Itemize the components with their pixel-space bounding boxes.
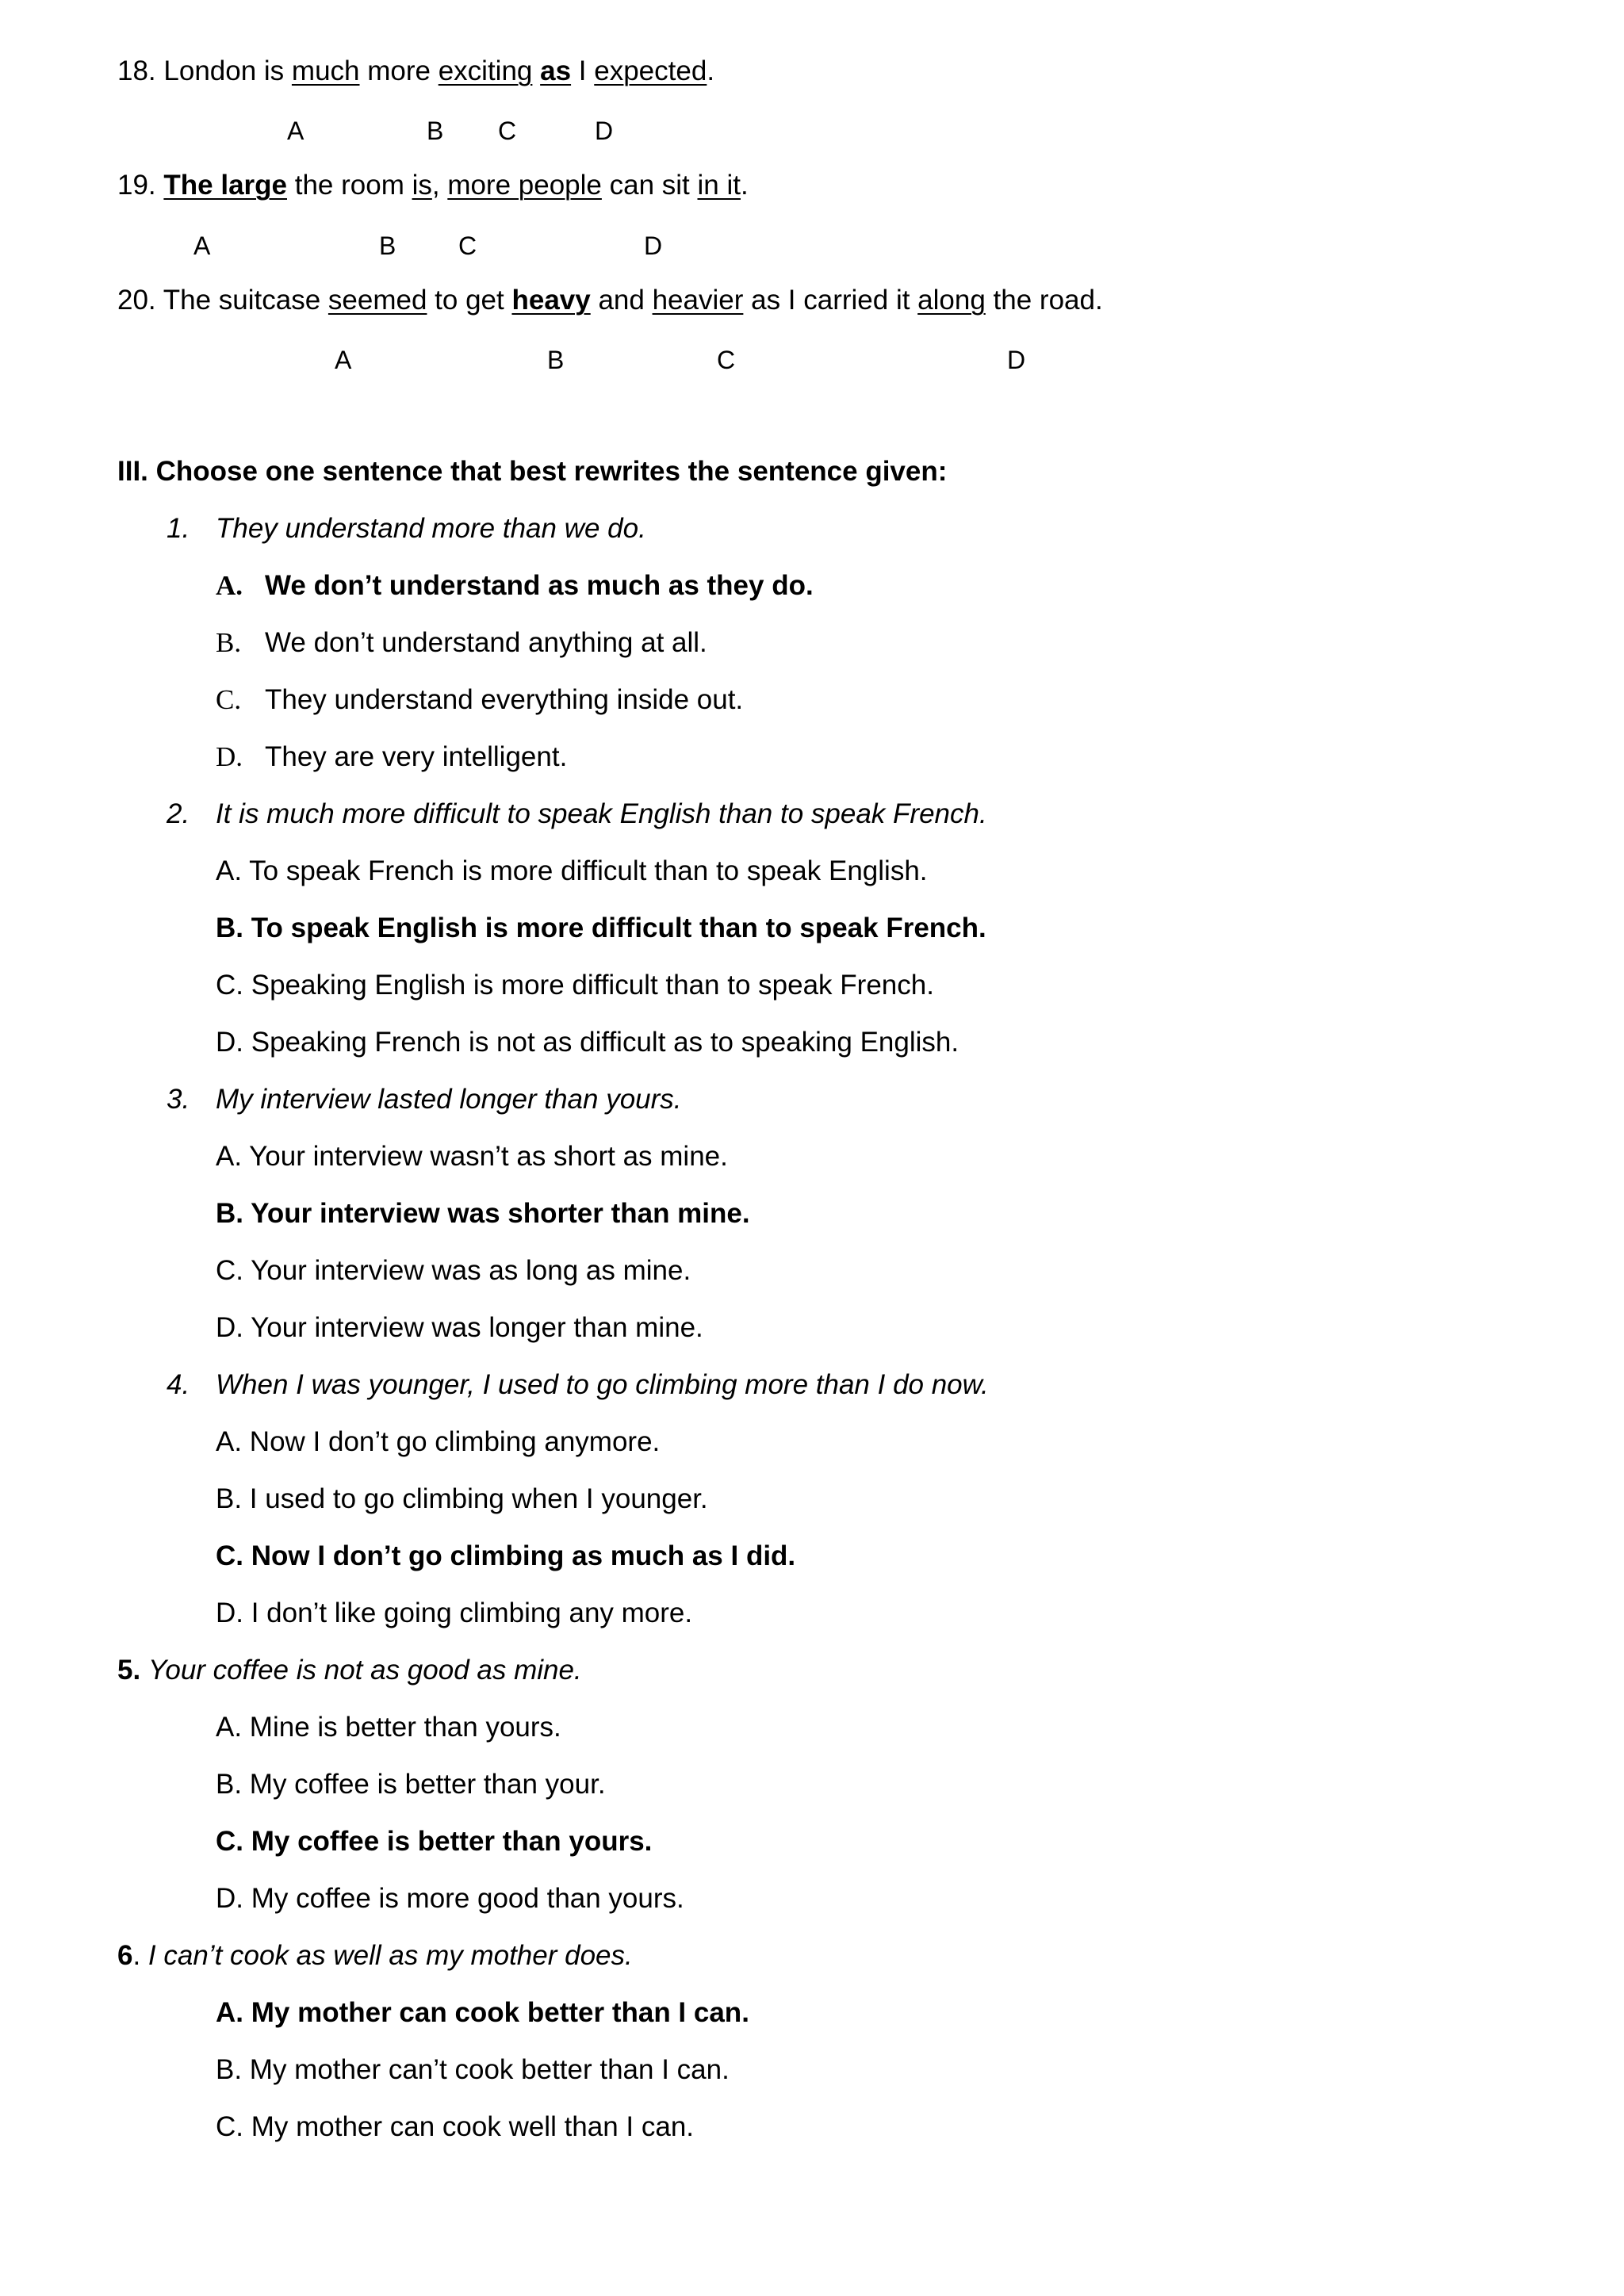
question-number: 6 (117, 1940, 133, 1971)
option-letter-b: B (427, 117, 444, 145)
underlined-part-b: is (412, 170, 432, 201)
option-3b: B. Your interview was shorter than mine. (216, 1198, 750, 1229)
option-3c: C. Your interview was as long as mine. (216, 1255, 691, 1286)
option-letter-a: A (193, 232, 211, 260)
question-6-prompt (117, 1938, 633, 1973)
option-letter-a: A (287, 117, 304, 145)
option-text: We don’t understand as much as they do. (265, 570, 814, 601)
sentence-text: more (359, 55, 439, 86)
question-3-prompt (167, 1082, 682, 1117)
option-letter-c: C (717, 346, 736, 374)
question-number: 1. (167, 513, 190, 544)
sentence-text: I (571, 55, 595, 86)
error-item-19 (117, 168, 749, 203)
sentence-text: the room (287, 170, 412, 201)
underlined-part-b: heavy (511, 285, 591, 316)
option-4b: B. I used to go climbing when I younger. (216, 1483, 708, 1514)
option-1b (216, 626, 707, 660)
option-letter-d: D (595, 117, 614, 145)
option-letter: A. (216, 570, 243, 601)
item-number: 20. (117, 285, 156, 316)
option-4d: D. I don’t like going climbing any more. (216, 1598, 693, 1628)
underlined-part-c: heavier (652, 285, 744, 316)
option-4c: C. Now I don’t go climbing as much as I did. (216, 1540, 796, 1571)
option-letter-c: C (458, 232, 477, 260)
underlined-part-d: along (917, 285, 986, 316)
question-text: When I was younger, I used to go climbing more than I do now. (216, 1369, 989, 1400)
option-text: We don’t understand anything at all. (265, 627, 707, 658)
sentence-text: the road. (985, 285, 1103, 316)
option-2b: B. To speak English is more difficult than to speak French. (216, 913, 986, 943)
question-text: I can’t cook as well as my mother does. (147, 1940, 633, 1971)
question-number: 2. (167, 798, 190, 829)
sentence-text: as I carried it (743, 285, 918, 316)
option-letter: D. (216, 741, 243, 772)
option-1c (216, 683, 743, 718)
question-punct: . (132, 1940, 148, 1971)
option-5b: B. My coffee is better than your. (216, 1769, 606, 1800)
option-letter: C. (216, 684, 242, 715)
question-2-prompt (167, 797, 987, 832)
question-number: 4. (167, 1369, 190, 1400)
sentence-text (532, 55, 540, 86)
question-4-prompt (167, 1368, 989, 1402)
underlined-part-a: The large (163, 170, 287, 201)
option-6c: C. My mother can cook well than I can. (216, 2111, 695, 2142)
option-letter: B. (216, 627, 242, 658)
error-item-20 (117, 283, 1103, 318)
option-1a (216, 568, 814, 603)
item-number: 18. (117, 55, 156, 86)
underlined-part-c: as (540, 55, 572, 86)
option-3a: A. Your interview wasn’t as short as mine. (216, 1141, 728, 1172)
sentence-text: to get (427, 285, 512, 316)
option-5a: A. Mine is better than yours. (216, 1712, 561, 1743)
option-letter-d: D (1007, 346, 1026, 374)
option-2d: D. Speaking French is not as difficult as to speaking English. (216, 1027, 959, 1058)
option-letter-b: B (379, 232, 396, 260)
option-text: They are very intelligent. (265, 741, 568, 772)
option-4a: A. Now I don’t go climbing anymore. (216, 1426, 661, 1457)
option-letter-d: D (644, 232, 663, 260)
sentence-text: and (590, 285, 653, 316)
question-number: 5. (117, 1655, 141, 1686)
question-text: They understand more than we do. (216, 513, 646, 544)
option-letter-a: A (335, 346, 352, 374)
item-number: 19. (117, 170, 156, 201)
underlined-part-d: expected (594, 55, 707, 86)
underlined-part-c: more people (447, 170, 602, 201)
question-text: Your coffee is not as good as mine. (147, 1655, 582, 1686)
sentence-text: The suitcase (163, 285, 328, 316)
question-1-prompt (167, 511, 646, 546)
option-6a: A. My mother can cook better than I can. (216, 1997, 749, 2028)
option-5d: D. My coffee is more good than yours. (216, 1883, 684, 1914)
underlined-part-b: exciting (438, 55, 533, 86)
option-1d (216, 740, 567, 775)
sentence-text: , (431, 170, 448, 201)
option-3d: D. Your interview was longer than mine. (216, 1312, 703, 1343)
section-heading: III. Choose one sentence that best rewrites the sentence given: (117, 456, 948, 487)
option-5c: C. My coffee is better than yours. (216, 1826, 653, 1857)
sentence-text: . (740, 170, 749, 201)
sentence-text: London is (163, 55, 292, 86)
question-text: It is much more difficult to speak English than to speak French. (216, 798, 987, 829)
sentence-text: can sit (601, 170, 698, 201)
question-number: 3. (167, 1084, 190, 1115)
error-item-18 (117, 54, 714, 89)
option-2c: C. Speaking English is more difficult than to speak French. (216, 970, 934, 1001)
question-text: My interview lasted longer than yours. (216, 1084, 682, 1115)
option-letter-c: C (498, 117, 517, 145)
option-2a: A. To speak French is more difficult than to speak English. (216, 855, 928, 886)
question-5-prompt (117, 1653, 582, 1688)
option-6b: B. My mother can’t cook better than I can. (216, 2054, 730, 2085)
sentence-text: . (707, 55, 715, 86)
underlined-part-a: seemed (327, 285, 427, 316)
option-letter-b: B (547, 346, 565, 374)
option-text: They understand everything inside out. (265, 684, 744, 715)
underlined-part-a: much (291, 55, 360, 86)
underlined-part-d: in it (697, 170, 741, 201)
